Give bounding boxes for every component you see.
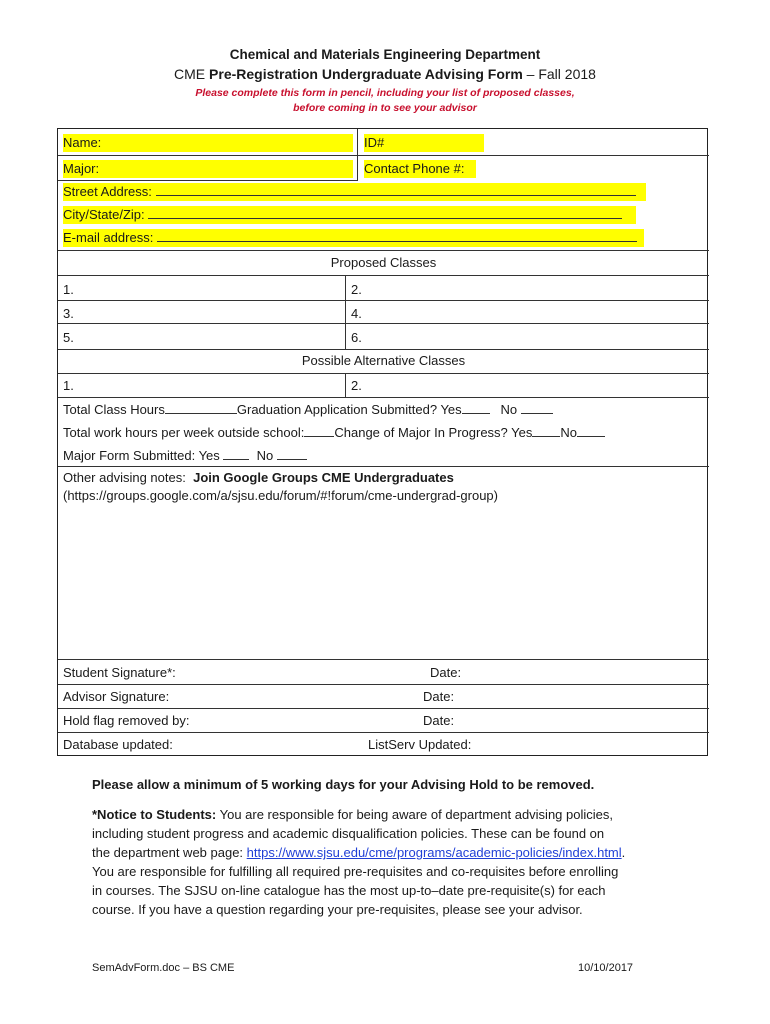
department-title: Chemical and Materials Engineering Department [229,47,541,62]
student-signature-label[interactable]: Student Signature*: [63,665,176,680]
row-divider [58,180,358,181]
processing-time-note: Please allow a minimum of 5 working days for your Advising Hold to be removed. [92,777,595,792]
proposed-class-3[interactable]: 3. [63,306,74,321]
policies-link[interactable]: https://www.sjsu.edu/cme/programs/academic-policies/index.html [246,845,622,860]
major-form-label: Major Form Submitted: Yes [63,448,220,463]
proposed-class-1[interactable]: 1. [63,282,74,297]
change-major-no-blank[interactable] [577,424,605,437]
hold-flag-date-label[interactable]: Date: [423,713,455,728]
street-address-blank[interactable] [156,183,636,196]
email-label: E-mail address: [63,230,154,245]
instruction-note-line1: Please complete this form in pencil, including your list of proposed classes, [195,87,575,99]
instruction-note-line2: before coming in to see your advisor [293,102,477,114]
notice-line-4: You are responsible for fulfilling all required pre-requisites and co-requisites before enrolling [92,864,619,879]
total-class-hours-label: Total Class Hours [63,402,165,417]
form-title-main: Pre-Registration Undergraduate Advising Form [209,66,523,82]
city-state-zip-label: City/State/Zip: [63,207,145,222]
notice-line-5: in courses. The SJSU on-line catalogue has the most up-to–date pre-requisite(s) for each [92,883,606,898]
row-divider [58,466,709,467]
advisor-signature-label[interactable]: Advisor Signature: [63,689,170,704]
major-form-row [63,447,307,465]
advising-form-table [57,128,708,756]
row-divider [58,373,709,374]
column-divider [357,129,358,180]
row-divider [58,659,709,660]
notice-heading: *Notice to Students: [92,807,217,822]
graduation-yes-blank[interactable] [462,401,490,414]
row-divider [58,349,709,350]
alternative-class-2[interactable]: 2. [351,378,362,393]
work-hours-blank[interactable] [304,424,334,437]
row-divider [58,300,709,301]
row-divider [58,323,709,324]
id-field-label[interactable]: ID# [364,134,484,152]
form-title-term: – Fall 2018 [522,66,596,82]
major-form-yes-blank[interactable] [223,447,249,460]
alternative-class-1[interactable]: 1. [63,378,74,393]
street-address-field[interactable] [63,183,646,201]
column-divider [345,373,346,397]
form-title-prefix: CME [174,66,210,82]
city-state-zip-field[interactable] [63,206,636,224]
proposed-class-6[interactable]: 6. [351,330,362,345]
name-field-label[interactable]: Name: [63,134,353,152]
row-divider [58,250,709,251]
total-class-hours-blank[interactable] [165,401,237,414]
form-title [0,66,770,82]
notice-text-1: You are responsible for being aware of department advising policies, [216,807,613,822]
notice-line-6: course. If you have a question regarding your pre-requisites, please see your advisor. [92,902,583,917]
proposed-classes-title: Proposed Classes [330,255,437,270]
proposed-class-5[interactable]: 5. [63,330,74,345]
column-divider [345,275,346,349]
row-divider [58,155,709,156]
graduation-no-label: No [500,402,518,417]
phone-field-label[interactable]: Contact Phone #: [364,160,476,178]
row-divider [58,397,709,398]
footer-date: 10/10/2017 [578,962,634,974]
row-divider [58,732,709,733]
database-updated-label[interactable]: Database updated: [63,737,173,752]
work-hours-row [63,424,605,442]
row-divider [58,275,709,276]
change-major-no-label: No [560,425,577,440]
work-hours-label: Total work hours per week outside school: [63,425,305,440]
listserv-updated-label[interactable]: ListServ Updated: [368,737,472,752]
google-groups-text: Join Google Groups CME Undergraduates [193,470,454,485]
notice-text-3: the department web page: [92,845,247,860]
city-state-zip-blank[interactable] [148,206,622,219]
notice-line-3 [92,843,712,862]
footer-filename: SemAdvForm.doc – BS CME [92,962,235,974]
proposed-class-4[interactable]: 4. [351,306,362,321]
advisor-date-label[interactable]: Date: [423,689,455,704]
notice-line-2: including student progress and academic disqualification policies. These can be found on [92,826,605,841]
graduation-no-blank[interactable] [521,401,553,414]
email-blank[interactable] [157,229,637,242]
proposed-class-2[interactable]: 2. [351,282,362,297]
other-notes-line [63,469,454,487]
google-groups-url[interactable]: (https://groups.google.com/a/sjsu.edu/forum/#!forum/cme-undergrad-group) [63,488,498,503]
student-notice [92,805,712,919]
street-address-label: Street Address: [63,184,152,199]
row-divider [58,684,709,685]
student-date-label[interactable]: Date: [430,665,462,680]
alternative-classes-title: Possible Alternative Classes [301,353,466,368]
graduation-application-label: Graduation Application Submitted? Yes [236,402,462,417]
other-notes-label: Other advising notes: [63,470,186,485]
change-major-yes-blank[interactable] [532,424,560,437]
major-form-no-label: No [256,448,274,463]
hold-flag-label[interactable]: Hold flag removed by: [63,713,190,728]
major-field-label[interactable]: Major: [63,160,353,178]
notice-text-3-end: . [621,845,626,860]
major-form-no-blank[interactable] [277,447,307,460]
class-hours-row [63,401,553,419]
notice-line-1 [92,805,712,824]
email-field[interactable] [63,229,644,247]
change-of-major-label: Change of Major In Progress? Yes [334,425,533,440]
row-divider [58,708,709,709]
